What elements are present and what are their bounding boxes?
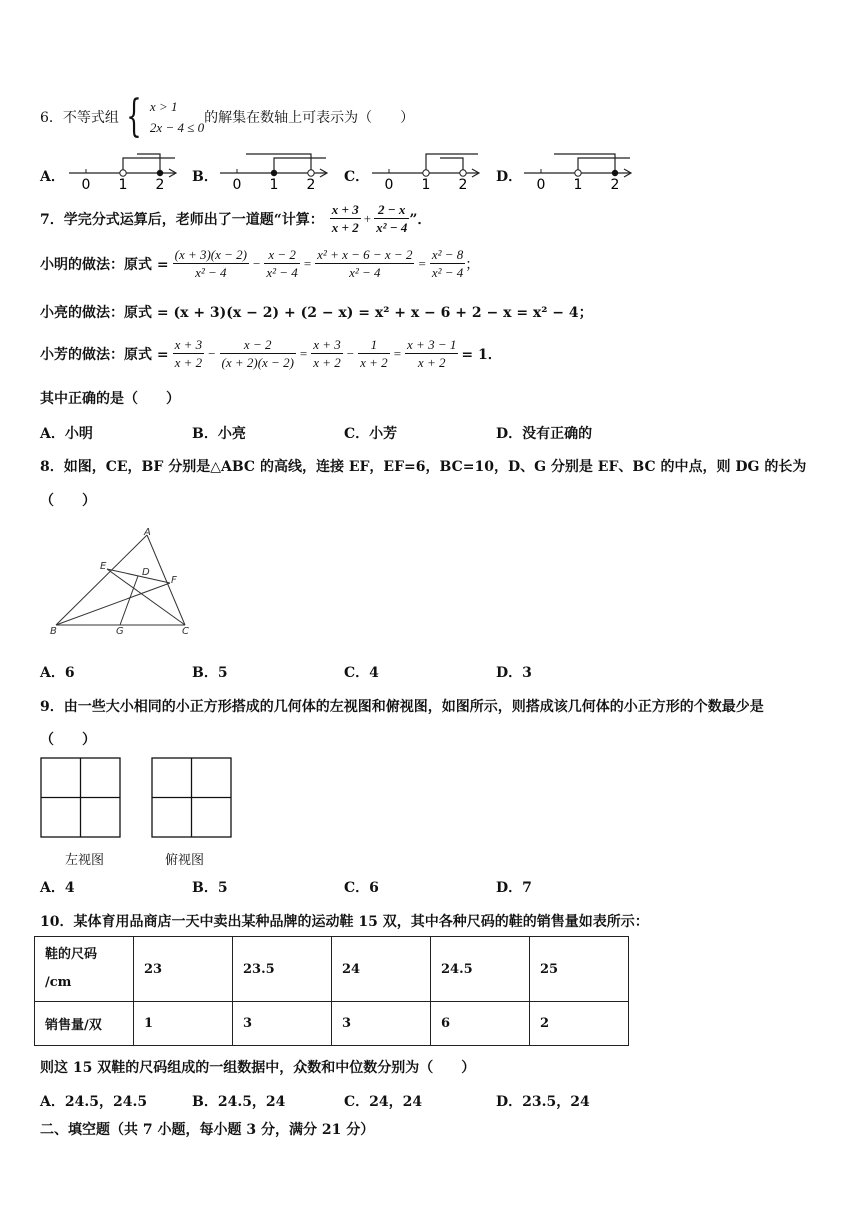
q6-ineq1: x > 1	[149, 99, 178, 114]
q10-option-c: C．24，24	[344, 1094, 423, 1110]
table-cell: 3	[332, 1002, 431, 1046]
q7-fraction-1: $\frac{x + 3}{x + 2}$	[331, 202, 359, 235]
q8-stem-line1: 8．如图，CE，BF 分别是△ABC 的高线，连接 EF，EF=6，BC=10，D、G 分别是 EF、BC 的中点，则 DG 的长为	[40, 459, 807, 475]
tick-0: 0	[536, 177, 546, 192]
table-row-counts	[35, 1002, 629, 1046]
top-view-grid	[151, 757, 233, 839]
tick-2: 2	[458, 177, 468, 192]
left-view-label: 左视图	[65, 853, 105, 868]
xiaoming-label: 小明的做法：原式 =	[40, 256, 169, 273]
q8-option-b: B．5	[192, 665, 228, 681]
label-a: A	[144, 527, 151, 538]
q7-option-a: A．小明	[40, 426, 93, 442]
table-row-sizes	[35, 937, 629, 1002]
tick-2: 2	[610, 177, 620, 192]
q7-stem: 7．学完分式运算后，老师出了一道题“计算： $\frac{x + 3}{x + 2}$ + $\frac{2 - x}{\text{x² − 4}}$ ”．	[40, 202, 432, 235]
q7-xiaoliang-method: 小亮的做法：原式 = (x + 3)(x − 2) + (2 − x) = x² + x − 6 + 2 − x = x² − 4；	[40, 305, 593, 321]
q7-option-b: B．小亮	[192, 426, 246, 442]
q9-option-a: A．4	[40, 880, 75, 896]
table-cell: 6	[431, 1002, 530, 1046]
tick-0: 0	[384, 177, 394, 192]
label-e: E	[100, 561, 107, 572]
section-2-heading: 二、填空题（共 7 小题，每小题 3 分，满分 21 分）	[40, 1122, 375, 1138]
q7-xiaoming-method: 小明的做法：原式 = $\frac{(x + 3)(x - 2)}{\text{x² − 4}}$ − $\frac{x - 2}{\text{x² − 4}}$ = $\frac{\text{x² + x − 6 − x − 2}}{\text{x² − 4}}$ = $\frac{\text{x² − 8}}{\text{x² − 4}}$ ；	[40, 247, 480, 280]
tick-2: 2	[155, 177, 165, 192]
table-cell: 23	[134, 937, 233, 1002]
tick-1: 1	[421, 177, 431, 192]
q6-numberline-a	[65, 150, 180, 192]
q10-option-b: B．24.5，24	[192, 1094, 286, 1110]
q6-system	[150, 96, 204, 138]
table-cell: 1	[134, 1002, 233, 1046]
q10-question: 则这 15 双鞋的尺码组成的一组数据中，众数和中位数分别为（ ）	[40, 1060, 476, 1076]
label-b: B	[50, 626, 57, 637]
q10-stem: 10．某体育用品商店一天中卖出某种品牌的运动鞋 15 双，其中各种尺码的鞋的销售量如表所示：	[40, 914, 649, 930]
shoe-sales-table	[34, 936, 629, 1046]
table-cell: 25	[530, 937, 629, 1002]
q9-stem-line2: （ ）	[40, 732, 96, 748]
q6-numberline-d	[520, 150, 635, 192]
q9-option-b: B．5	[192, 880, 228, 896]
q6-option-d-label: D．	[496, 169, 523, 185]
q8-option-a: A．6	[40, 665, 75, 681]
table-cell: 3	[233, 1002, 332, 1046]
table-cell: 24	[332, 937, 431, 1002]
tick-0: 0	[81, 177, 91, 192]
q9-option-c: C．6	[344, 880, 379, 896]
q7-xiaofang-method: 小芳的做法：原式 = $\frac{x + 3}{x + 2}$ − $\frac{x - 2}{(x + 2)(x - 2)}$ = $\frac{x + 3}{x + 2}$ − $\frac{1}{x + 2}$ = $\frac{x + 3 - 1}{x + 2}$ = 1．	[40, 337, 502, 370]
table-cell: 23.5	[233, 937, 332, 1002]
q6-ineq2: 2x − 4 ≤ 0	[149, 120, 205, 135]
label-c: C	[182, 626, 189, 637]
xiaofang-label: 小芳的做法：原式 =	[40, 346, 169, 363]
q7-option-c: C．小芳	[344, 426, 398, 442]
q7-fraction-2: $\frac{2 - x}{\text{x² − 4}}$	[376, 202, 408, 235]
tick-1: 1	[269, 177, 279, 192]
q6-brace: {	[126, 91, 142, 142]
q10-option-d: D．23.5，24	[496, 1094, 590, 1110]
table-cell: 24.5	[431, 937, 530, 1002]
tick-2: 2	[306, 177, 316, 192]
tick-1: 1	[118, 177, 128, 192]
q6-stem-prefix: 6．不等式组	[40, 110, 119, 126]
table-header-count: 销售量/双	[35, 1002, 134, 1046]
q8-triangle-figure	[40, 525, 210, 640]
q6-numberline-b	[216, 150, 331, 192]
q7-stem-prefix: 7．学完分式运算后，老师出了一道题“计算：	[40, 211, 324, 228]
q8-stem-line2: （ ）	[40, 493, 96, 509]
q8-option-c: C．4	[344, 665, 379, 681]
tick-1: 1	[573, 177, 583, 192]
top-view-label: 俯视图	[165, 853, 205, 868]
q6-numberline-c	[368, 150, 483, 192]
q6-option-a-label: A．	[40, 169, 65, 185]
table-cell: 2	[530, 1002, 629, 1046]
q7-option-d: D．没有正确的	[496, 426, 593, 442]
q6-option-b-label: B．	[192, 169, 218, 185]
label-d: D	[142, 567, 150, 578]
tick-0: 0	[232, 177, 242, 192]
label-g: G	[116, 626, 124, 637]
left-view-grid	[40, 757, 122, 839]
q10-option-a: A．24.5，24.5	[40, 1094, 148, 1110]
q6-option-c-label: C．	[344, 169, 370, 185]
q8-option-d: D．3	[496, 665, 532, 681]
q9-option-d: D．7	[496, 880, 532, 896]
label-f: F	[171, 575, 177, 586]
q6-stem-suffix: 的解集在数轴上可表示为（ ）	[204, 110, 415, 126]
q7-question: 其中正确的是（ ）	[40, 391, 180, 407]
q6-stem	[40, 91, 415, 142]
table-header-size: 鞋的尺码 /cm	[35, 937, 134, 1002]
q9-stem-line1: 9．由一些大小相同的小正方形搭成的几何体的左视图和俯视图，如图所示，则搭成该几何体的小正方形的个数最少是	[40, 699, 764, 715]
